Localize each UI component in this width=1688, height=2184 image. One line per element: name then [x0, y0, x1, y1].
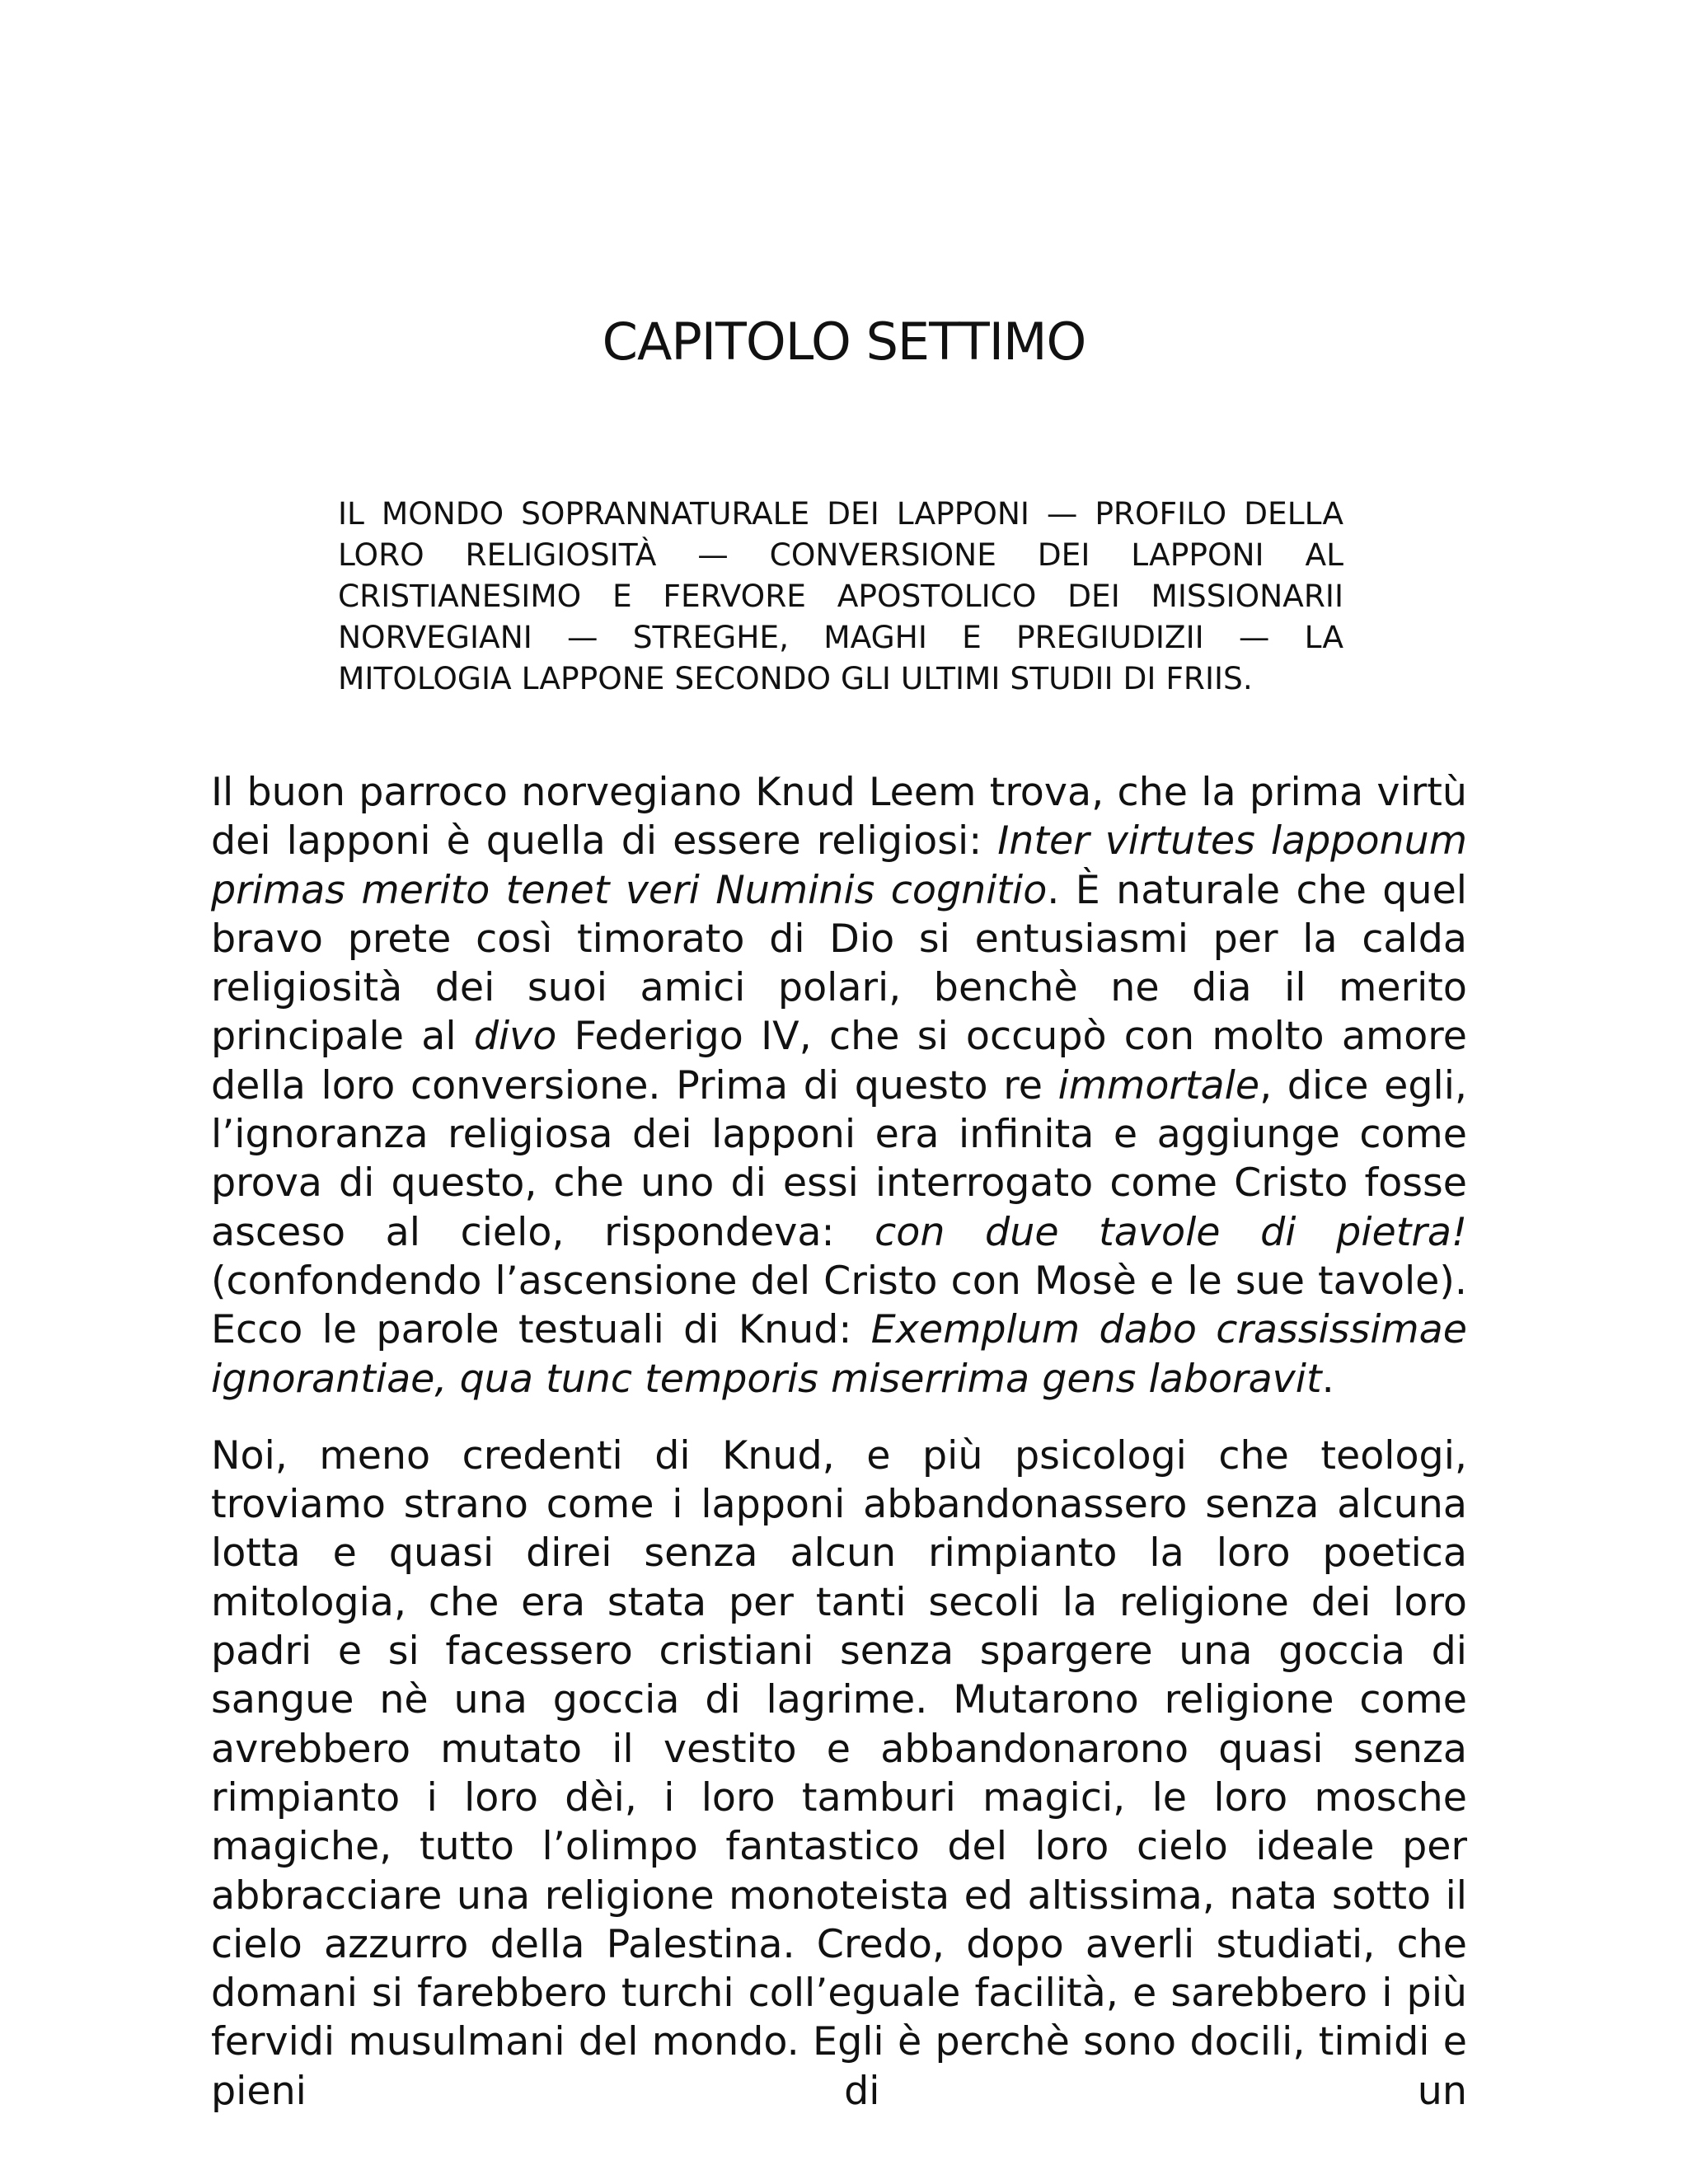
emphasis-divo: divo: [473, 1014, 557, 1060]
paragraph-1-text: . È naturale che quel bravo prete così timorato di Dio si entusiasmi per la calda religiosità dei suoi amici polari, benchè ne dia il merito principale al: [211, 867, 1467, 1060]
chapter-summary: IL MONDO SOPRANNATURALE DEI LAPPONI — PROFILO DELLA LORO RELIGIOSITÀ — CONVERSIONE DEI LAPPONI AL CRISTIANESIMO E FERVORE APOSTOLICO DEI MISSIONARII NORVEGIANI — STREGHE, MAGHI E PREGIUDIZII — LA MITOLOGIA LAPPONE SECONDO GLI ULTIMI STUDII DI FRIIS.: [338, 495, 1343, 696]
body-text: [211, 768, 1467, 2144]
paragraph-1-text: (confondendo l’ascensione del Cristo con Mosè e le sue tavole). Ecco le parole testuali di Knud:: [211, 1258, 1467, 1353]
paragraph-1-text: Federigo IV, che si occupò con molto amore della loro conversione. Prima di questo re: [211, 1014, 1467, 1108]
chapter-title: CAPITOLO SETTIMO: [602, 312, 1086, 372]
latin-quote-1: Inter virtutes lapponum primas merito tenet veri Numinis cognitio: [211, 818, 1468, 913]
paragraph-1-text: Il buon parroco norvegiano Knud Leem trova, che la prima virtù dei lapponi è quella di essere religiosi:: [211, 770, 1467, 865]
paragraph-2: Noi, meno credenti di Knud, e più psicologi che teologi, troviamo strano come i lapponi abbandonassero senza alcuna lotta e quasi direi senza alcun rimpianto la loro poetica mitologia, che era stata per tanti secoli la religione dei loro padri e si facessero cristiani senza spargere una goccia di sangue nè una goccia di lagrime. Mutarono religione come avrebbero mutato il vestito e abbandonarono quasi senza rimpianto i loro dèi, i loro tamburi magici, le loro mosche magiche, tutto l’olimpo fantastico del loro cielo ideale per abbracciare una religione monoteista ed altissima, nata sotto il cielo azzurro della Palestina. Credo, dopo averli studiati, che domani si farebbero turchi coll’eguale facilità, e sarebbero i più fervidi musulmani del mondo. Egli è perchè sono docili, timidi e pieni di un: [211, 1432, 1467, 2114]
paragraph-1: [211, 768, 1467, 1404]
paragraph-1-text: , dice egli, l’ignoranza religiosa dei lapponi era infinita e aggiunge come prova di questo, che uno di essi interrogato come Cristo fosse asceso al cielo, rispondeva:: [211, 1062, 1467, 1255]
quote-answer: con due tavole di pietra!: [874, 1209, 1467, 1255]
latin-quote-2: Exemplum dabo crassissimae ignorantiae, qua tunc temporis miserrima gens laboravit: [211, 1307, 1468, 1402]
emphasis-immortale: immortale: [1057, 1062, 1260, 1108]
paragraph-1-text: .: [1321, 1356, 1334, 1402]
